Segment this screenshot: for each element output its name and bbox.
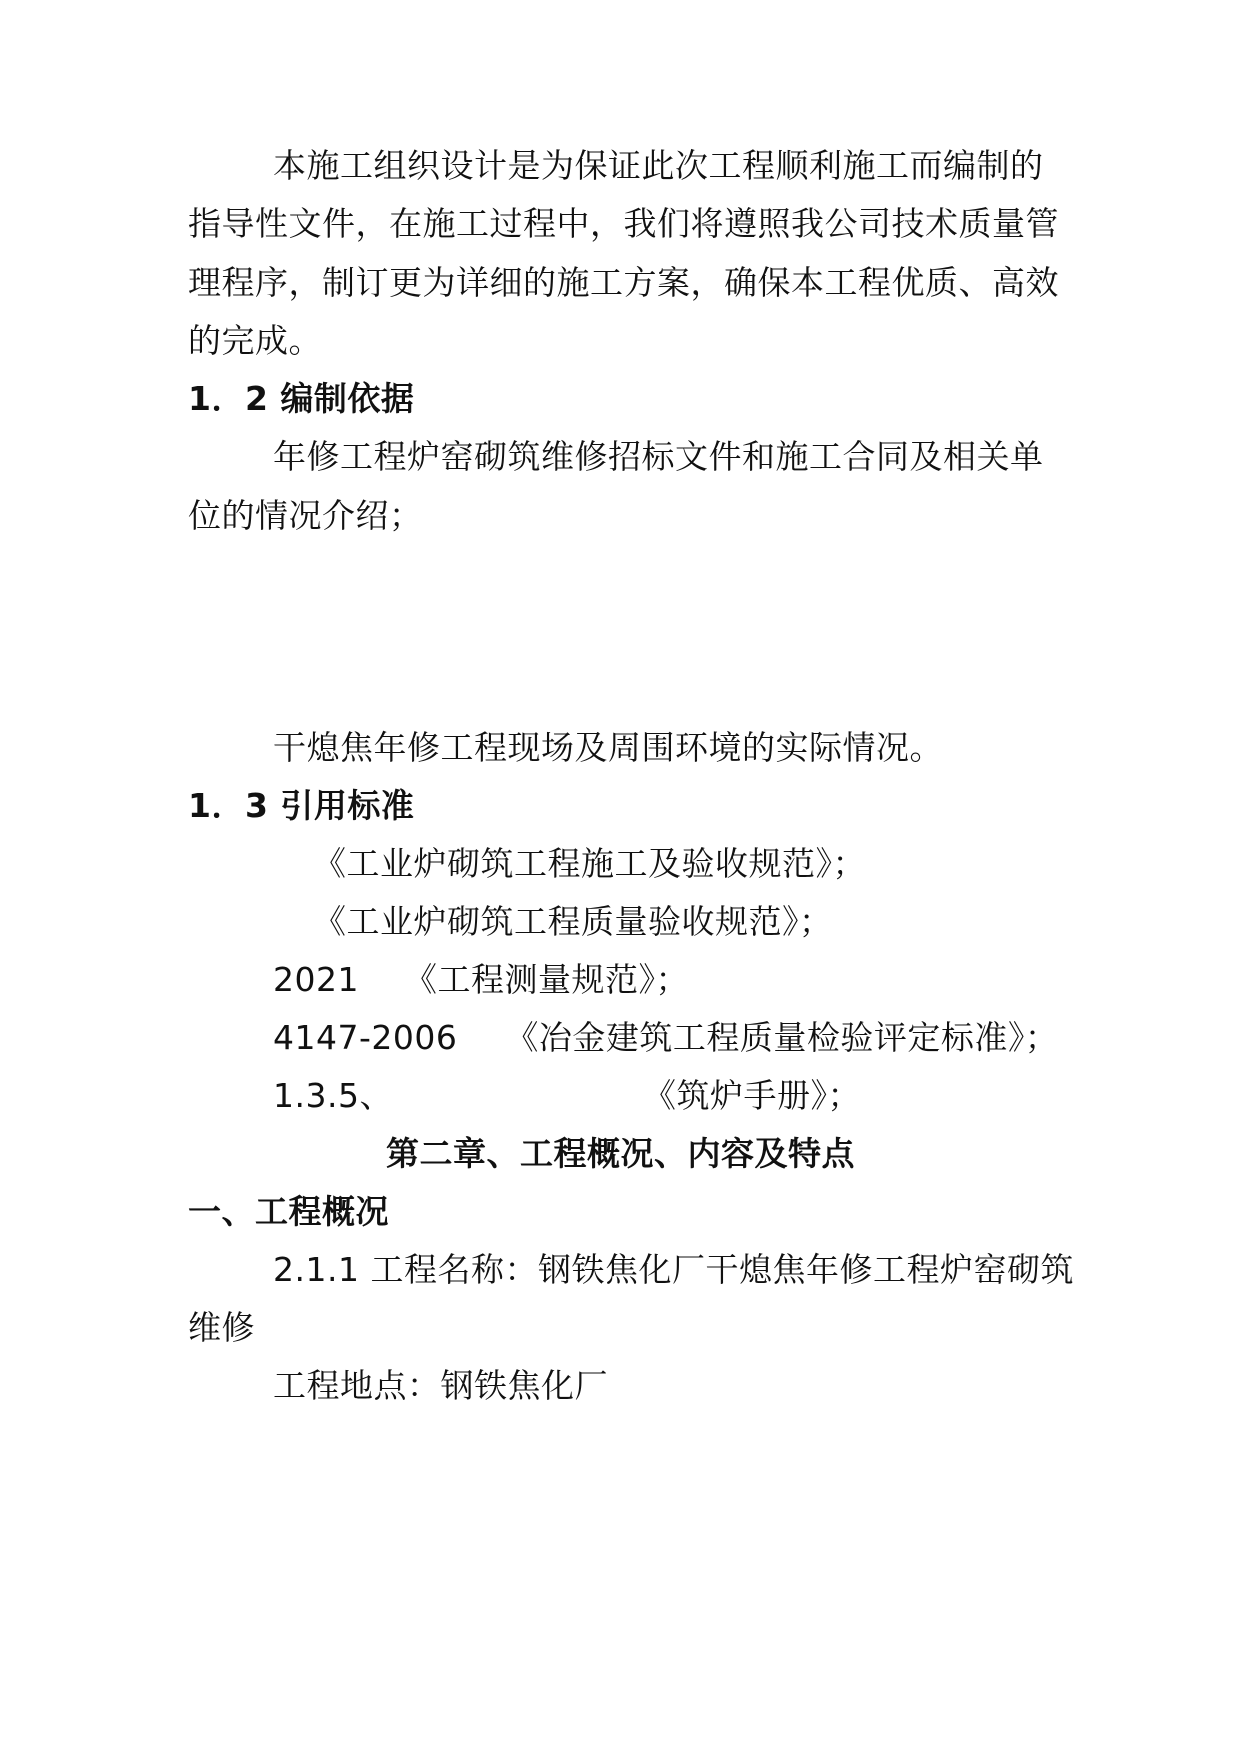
standard-title: 《冶金建筑工程质量检验评定标准》； [505,1018,1059,1057]
intro-line-1: 本施工组织设计是为保证此次工程顺利施工而编制的 [273,146,1044,185]
basis-line-1: 年修工程炉窑砌筑维修招标文件和施工合同及相关单 [273,437,1044,476]
project-name-line-1: 2.1.1 工程名称：钢铁焦化厂干熄焦年修工程炉窑砌筑 [273,1250,1074,1289]
basis-line-2: 位的情况介绍； [188,496,423,535]
standard-item-1 [313,842,866,886]
standard-code: 1.3.5、 [273,1076,393,1115]
standard-title: 《工程测量规范》； [403,960,689,999]
intro-line-3: 理程序，制订更为详细的施工方案，确保本工程优质、高效 [188,263,1059,302]
standard-code: 2021 [273,960,359,999]
standard-title: 《筑炉手册》； [642,1076,861,1115]
standard-code: 4147-2006 [273,1018,458,1057]
basis-line-site: 干熄焦年修工程现场及周围环境的实际情况。 [273,728,943,767]
chapter-2-title: 第二章、工程概况、内容及特点 [386,1134,855,1173]
section-1-3-heading: 1．3 引用标准 [188,786,415,825]
intro-line-4: 的完成。 [188,321,322,360]
standard-title: 《工业炉砌筑工程施工及验收规范》； [313,844,866,883]
standard-item-2 [313,900,833,944]
project-location: 工程地点：钢铁焦化厂 [273,1366,608,1405]
section-1-2-heading: 1．2 编制依据 [188,379,415,418]
standard-item-3 [273,958,689,1002]
intro-line-2: 指导性文件，在施工过程中，我们将遵照我公司技术质量管 [188,204,1059,243]
standard-title: 《工业炉砌筑工程质量验收规范》； [313,902,833,941]
project-name-line-2: 维修 [188,1308,255,1347]
standard-item-4 [273,1016,1058,1060]
overview-heading: 一、工程概况 [188,1192,389,1231]
standard-item-5 [273,1074,861,1118]
